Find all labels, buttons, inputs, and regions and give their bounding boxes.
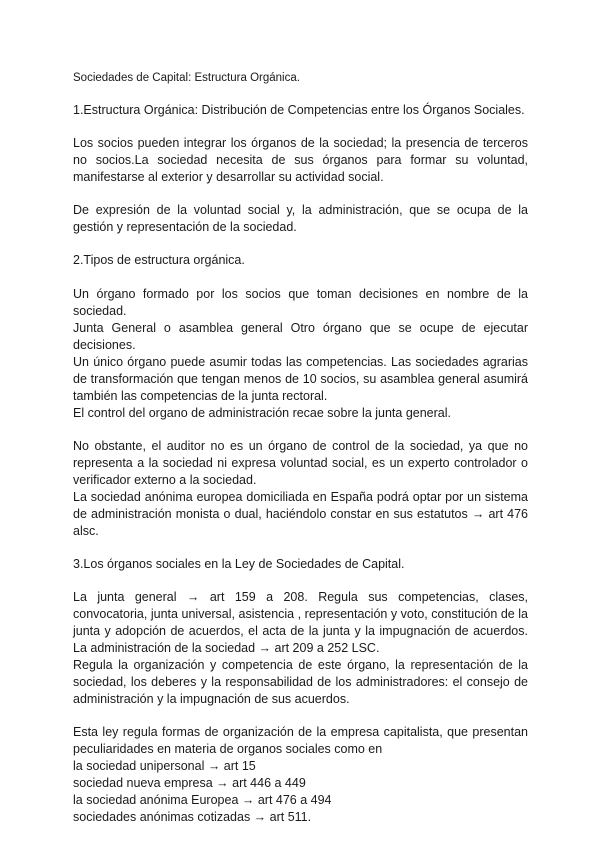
section-3-paragraph-2: Regula la organización y competencia de este órgano, la representación de la sociedad, los deberes y la responsabilidad de los administradores: el consejo de administración y la impugnación de sus acuerdos. — [73, 658, 528, 706]
section-2-paragraph-4: El control del organo de administración recae sobre la junta general. — [73, 406, 452, 420]
list-item: la sociedad anónima Europea → art 476 a 494 — [73, 793, 332, 807]
section-3-heading: 3.Los órganos sociales en la Ley de Sociedades de Capital. — [73, 557, 405, 571]
list-item: sociedades anónimas cotizadas → art 511. — [73, 810, 312, 824]
section-2-paragraph-2: Junta General o asamblea general Otro órgano que se ocupe de ejecutar decisiones. — [73, 321, 528, 352]
section-3-list — [73, 758, 528, 826]
list-item: sociedad nueva empresa → art 446 a 449 — [73, 776, 306, 790]
list-item: la sociedad unipersonal → art 15 — [73, 759, 256, 773]
section-2-paragraph-6: La sociedad anónima europea domiciliada en España podrá optar por un sistema de administración monista o dual, haciéndolo constar en sus estatutos → art 476 alsc. — [73, 490, 528, 538]
section-1-heading: 1.Estructura Orgánica: Distribución de Competencias entre los Órganos Sociales. — [73, 103, 525, 117]
section-3-paragraph-3: Esta ley regula formas de organización de la empresa capitalista, que presentan peculiaridades en materia de organos sociales como en — [73, 725, 528, 756]
section-2-paragraph-5: No obstante, el auditor no es un órgano de control de la sociedad, ya que no representa a la sociedad ni expresa voluntad social, es un experto controlador o verificador externo a la sociedad. — [73, 439, 528, 487]
section-2-paragraph-1: Un órgano formado por los socios que toman decisiones en nombre de la sociedad. — [73, 287, 528, 318]
section-1-paragraph-1: Los socios pueden integrar los órganos de la sociedad; la presencia de terceros no socios.La sociedad necesita de sus órganos para formar su voluntad, manifestarse al exterior y desarrollar su actividad social. — [73, 136, 528, 184]
document-title: Sociedades de Capital: Estructura Orgánica. — [73, 72, 300, 84]
section-1-paragraph-2: De expresión de la voluntad social y, la administración, que se ocupa de la gestión y representación de la sociedad. — [73, 203, 528, 234]
section-2-paragraph-3: Un único órgano puede asumir todas las competencias. Las sociedades agrarias de transformación que tengan menos de 10 socios, su asamblea general asumirá también las competencias de la junta rectoral. — [73, 355, 528, 403]
section-2-heading: 2.Tipos de estructura orgánica. — [73, 253, 245, 267]
section-3-paragraph-1: La junta general → art 159 a 208. Regula sus competencias, clases, convocatoria, junta universal, asistencia , representación y voto, constitución de la junta y adopción de acuerdos, el acta de la junta y la impugnación de acuerdos. La administración de la sociedad → art 209 a 252 LSC. — [73, 590, 528, 655]
